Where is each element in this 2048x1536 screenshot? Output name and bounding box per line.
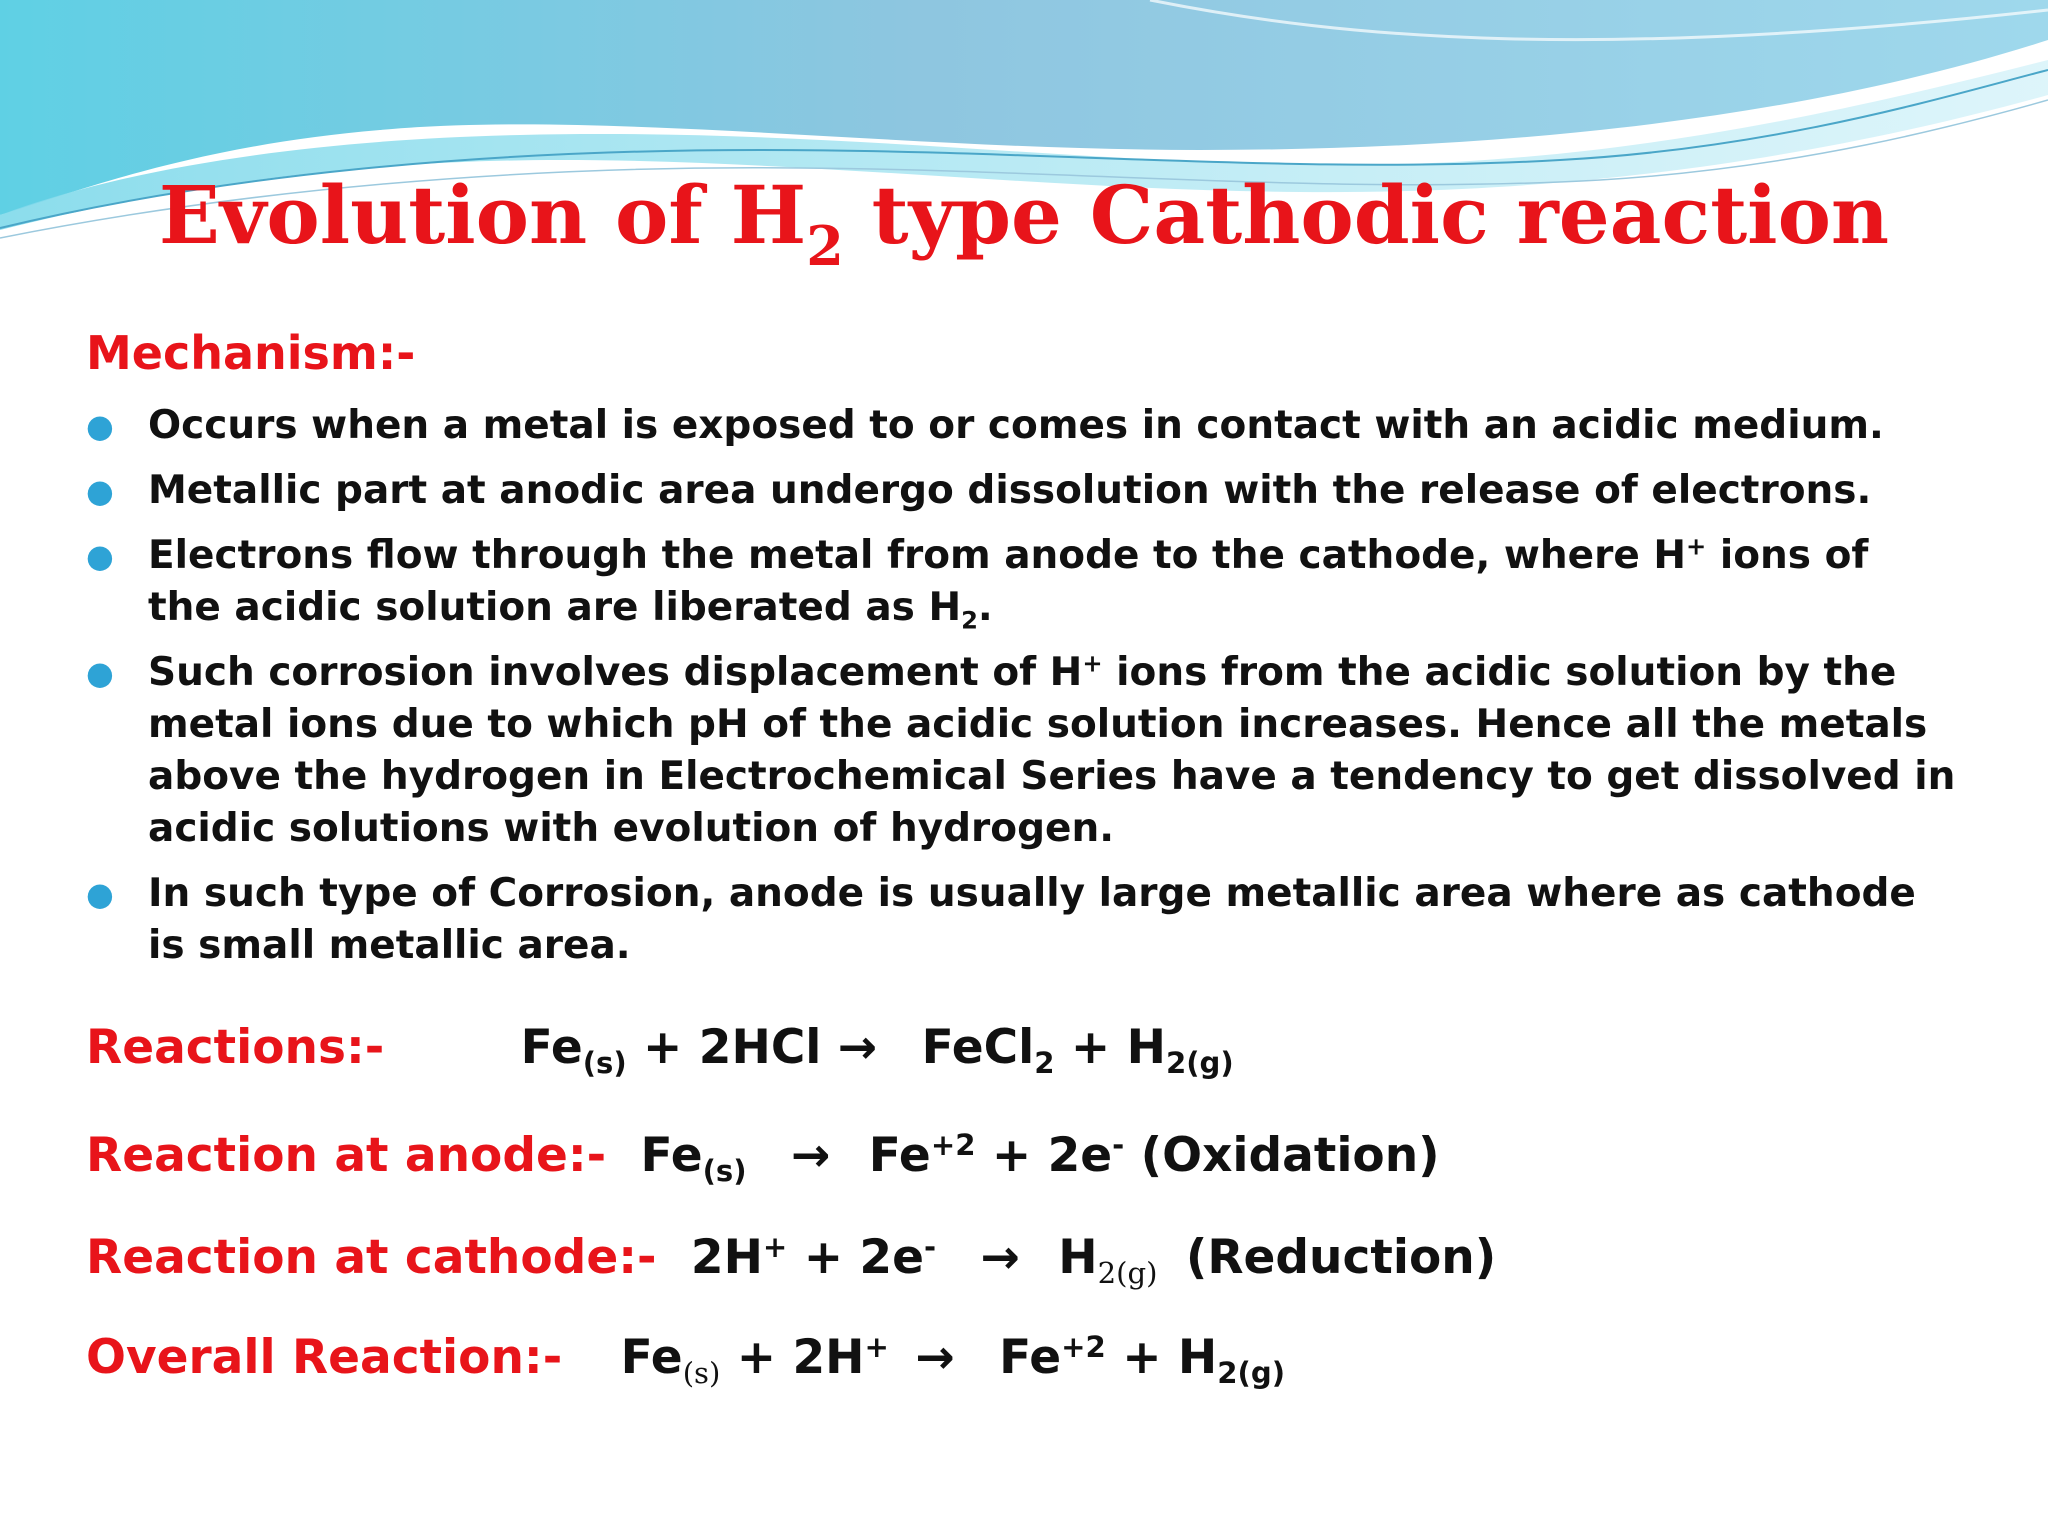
bullet-icon: ● xyxy=(86,654,114,692)
reactions-equation: $Fe_{(s)} + 2HCl$ → FeCl$_2$ + $H_{2(g)}$ xyxy=(520,1020,1234,1081)
mechanism-heading: Mechanism:- xyxy=(86,326,416,380)
overall-equation: $Fe_{(s)} + 2H^+ \to Fe^{+2} + H_{2(g)}$ xyxy=(620,1329,1286,1391)
bullet-icon: ● xyxy=(86,537,114,575)
bullet-icon: ● xyxy=(86,407,114,445)
list-item: ● Electrons flow through the metal from anode to the cathode, where H+ ions of the acidic solution are liberated as $H_2$. xyxy=(86,530,1986,634)
reactions-row xyxy=(86,1020,1234,1081)
overall-row xyxy=(86,1329,1286,1391)
list-item: ● In such type of Corrosion, anode is usually large metallic area where as cathode is small metallic area. xyxy=(86,868,1986,972)
bullet-icon: ● xyxy=(86,472,114,510)
anode-equation: $Fe_{(s)} \to Fe^{+2} + 2e^-$ (Oxidation) xyxy=(640,1127,1440,1189)
overall-label: Overall Reaction:- xyxy=(86,1330,563,1385)
arrow-icon: → xyxy=(915,1330,955,1385)
list-item: ● Such corrosion involves displacement of H+ ions from the acidic solution by the metal ions due to which pH of the acidic solution increases. Hence all the metals above the hydrogen in Electrochemical Series have a tendency to get dissolved in acidic solutions with evolution of hydrogen. xyxy=(86,647,1986,855)
anode-row xyxy=(86,1127,1440,1189)
mechanism-bullets xyxy=(86,400,1986,985)
arrow-icon: → xyxy=(837,1020,878,1075)
arrow-icon: → xyxy=(790,1128,831,1183)
cathode-equation: $2H^+ + 2e^- \to H_{2(g)}$ (Reduction) xyxy=(690,1229,1497,1291)
anode-label: Reaction at anode:- xyxy=(86,1128,607,1183)
reactions-label: Reactions:- xyxy=(86,1020,385,1075)
list-item: ● Metallic part at anodic area undergo dissolution with the release of electrons. xyxy=(86,465,1986,517)
cathode-row xyxy=(86,1229,1497,1291)
list-item: ● Occurs when a metal is exposed to or comes in contact with an acidic medium. xyxy=(86,400,1986,452)
arrow-icon: → xyxy=(980,1230,1020,1285)
title-subscript: 2 xyxy=(806,214,844,278)
cathode-label: Reaction at cathode:- xyxy=(86,1230,657,1285)
slide-title: Evolution of $H_2$ type Cathodic reaction xyxy=(158,168,1890,278)
bullet-icon: ● xyxy=(86,875,114,913)
